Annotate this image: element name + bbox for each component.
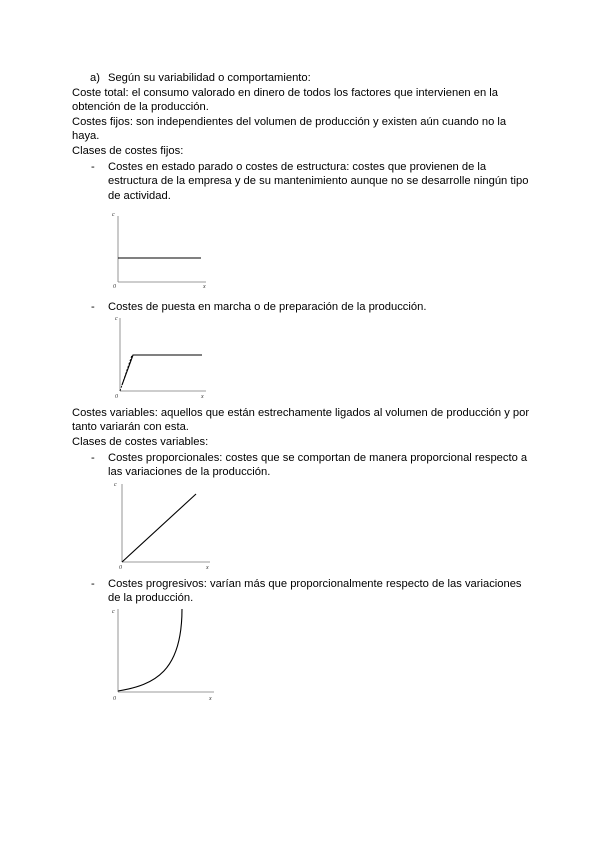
costes-fijos-line-1: Costes fijos: son independientes del volumen de producción y existen aún cuando no la [72,116,507,128]
graph-y-label: c [114,482,117,488]
graph-x-label: x [206,565,209,571]
graph-origin-label: 0 [113,696,116,702]
graph-y-label: c [115,316,118,322]
graph-y-label: c [112,609,115,615]
graph-costes-proporcionales [114,478,214,573]
proportional-cost-line [122,494,196,562]
costes-fijos-line-2: haya. [72,130,100,142]
clases-fijos-title: Clases de costes fijos: [72,145,184,157]
coste-total-line-2: obtención de la producción. [72,101,209,113]
setup-cost-line [122,355,202,385]
bullet-dash: - [91,161,95,173]
section-heading: Según su variabilidad o comportamiento: [108,72,311,84]
fijos-item-1-line-3: de actividad. [108,190,171,202]
bullet-dash: - [91,452,95,464]
fijos-item-1-line-1: Costes en estado parado o costes de estructura: costes que provienen de la [108,161,487,173]
bullet-dash: - [91,578,95,590]
list-marker-a: a) [90,72,100,84]
graph-origin-label: 0 [119,565,122,571]
variables-item-1-line-1: Costes proporcionales: costes que se comportan de manera proporcional respecto a [108,452,528,464]
graph-origin-label: 0 [113,284,116,290]
progressive-cost-curve [118,609,182,691]
graph-costes-estructura [110,208,210,288]
graph-x-label: x [201,394,204,400]
variables-item-2-line-1: Costes progresivos: varían más que proporcionalmente respecto de las variaciones [108,578,522,590]
fijos-item-2-line-1: Costes de puesta en marcha o de preparación de la producción. [108,301,427,313]
clases-variables-title: Clases de costes variables: [72,436,209,448]
graph-costes-progresivos [110,603,220,703]
variables-item-1-line-2: las variaciones de la producción. [108,466,271,478]
graph-x-label: x [209,696,212,702]
graph-costes-puesta-en-marcha [112,312,212,402]
graph-origin-label: 0 [115,394,118,400]
graph-y-label: c [112,212,115,218]
variables-item-2-line-2: de la producción. [108,592,194,604]
graph-x-label: x [203,284,206,290]
costes-variables-line-2: tanto variarán con esta. [72,421,189,433]
costes-variables-line-1: Costes variables: aquellos que están estrechamente ligados al volumen de producción y por [72,407,530,419]
bullet-dash: - [91,301,95,313]
coste-total-line-1: Coste total: el consumo valorado en dinero de todos los factores que intervienen en la [72,87,499,99]
fijos-item-1-line-2: estructura de la empresa y de su mantenimiento aunque no se desarrolle ningún tipo [108,175,529,187]
